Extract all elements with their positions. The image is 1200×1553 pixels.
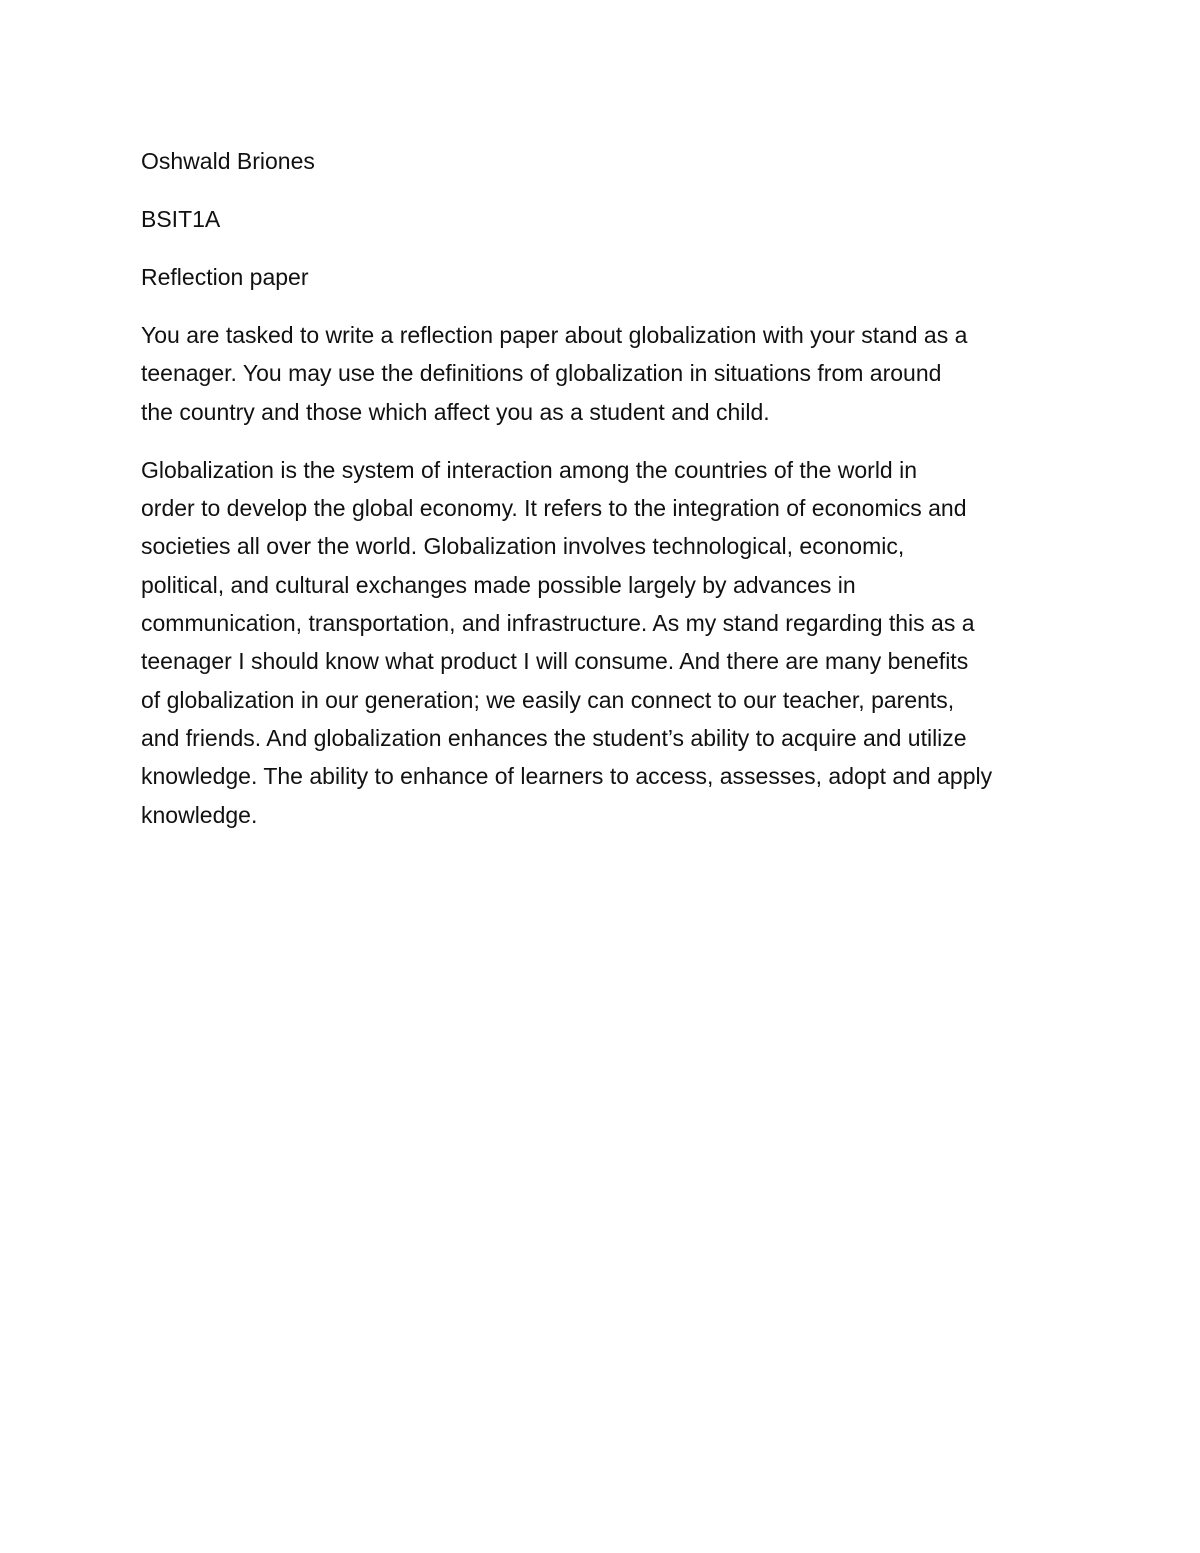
- document-title: Reflection paper: [141, 264, 309, 290]
- document-content: [141, 142, 1071, 854]
- author-name: Oshwald Briones: [141, 148, 315, 174]
- body-line: knowledge. The ability to enhance of learners to access, assesses, adopt and apply: [141, 763, 993, 790]
- prompt-line: teenager. You may use the definitions of globalization in situations from around: [141, 360, 942, 387]
- body-paragraph: [141, 451, 1071, 834]
- body-line: societies all over the world. Globalization involves technological, economic,: [141, 533, 905, 560]
- body-line: and friends. And globalization enhances the student’s ability to acquire and utilize: [141, 724, 967, 751]
- body-line: teenager I should know what product I will consume. And there are many benefits: [141, 648, 969, 675]
- body-line: knowledge.: [141, 801, 258, 828]
- body-line: of globalization in our generation; we easily can connect to our teacher, parents,: [141, 686, 955, 713]
- body-line: Globalization is the system of interaction among the countries of the world in: [141, 456, 918, 483]
- body-line: order to develop the global economy. It refers to the integration of economics and: [141, 495, 967, 522]
- prompt-paragraph: [141, 316, 1071, 431]
- body-line: communication, transportation, and infrastructure. As my stand regarding this as a: [141, 610, 975, 637]
- prompt-line: You are tasked to write a reflection paper about globalization with your stand as a: [141, 322, 968, 348]
- body-line: political, and cultural exchanges made possible largely by advances in: [141, 571, 856, 598]
- section-label: BSIT1A: [141, 206, 221, 232]
- prompt-line: the country and those which affect you as a student and child.: [141, 398, 770, 425]
